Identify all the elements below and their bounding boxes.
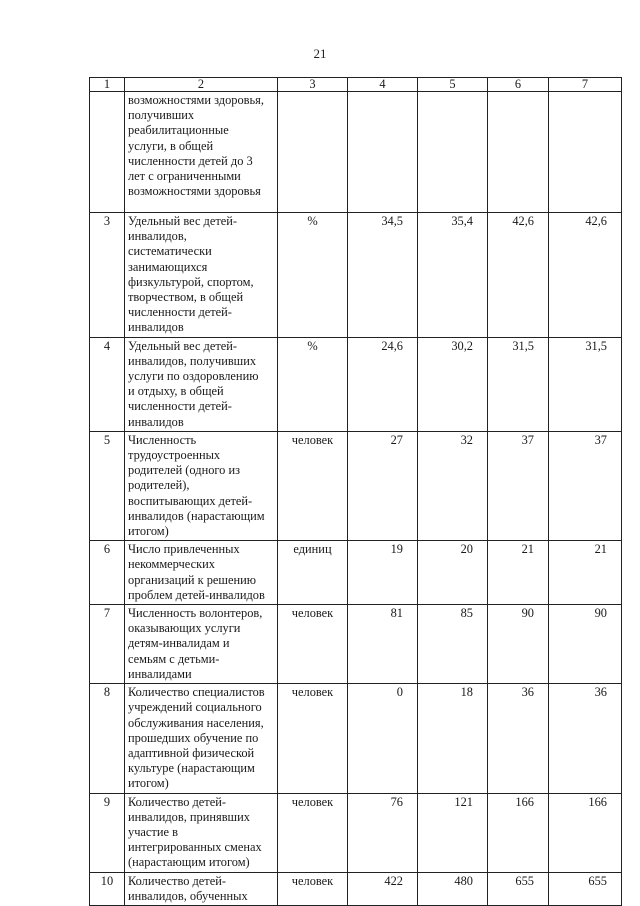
value-cell: 121	[418, 793, 488, 872]
value-cell: 18	[418, 684, 488, 793]
value-cell: 422	[348, 872, 418, 905]
unit-cell: человек	[278, 872, 348, 905]
row-number: 3	[90, 213, 125, 338]
table-row	[90, 541, 622, 605]
indicator-name: Удельный вес детей- инвалидов, получивших услуги по оздоровлению и отдыху, в общей численности детей- инвалидов	[125, 337, 278, 431]
column-header: 5	[418, 78, 488, 92]
value-cell	[348, 92, 418, 213]
value-cell: 37	[488, 431, 549, 540]
value-cell: 655	[549, 872, 622, 905]
value-cell: 35,4	[418, 213, 488, 338]
table-row	[90, 605, 622, 684]
column-header: 7	[549, 78, 622, 92]
value-cell: 30,2	[418, 337, 488, 431]
unit-cell: человек	[278, 793, 348, 872]
column-header: 2	[125, 78, 278, 92]
table-row	[90, 793, 622, 872]
value-cell: 90	[549, 605, 622, 684]
value-cell	[549, 92, 622, 213]
indicator-name: Количество специалистов учреждений социального обслуживания населения, прошедших обучение по адаптивной физической культуре (нарастающим итогом)	[125, 684, 278, 793]
value-cell: 81	[348, 605, 418, 684]
value-cell: 37	[549, 431, 622, 540]
table-row	[90, 213, 622, 338]
indicators-table	[89, 77, 622, 906]
unit-cell: единиц	[278, 541, 348, 605]
value-cell: 19	[348, 541, 418, 605]
value-cell: 42,6	[488, 213, 549, 338]
unit-cell: человек	[278, 684, 348, 793]
value-cell	[418, 92, 488, 213]
row-number: 5	[90, 431, 125, 540]
page-number: 21	[313, 46, 327, 61]
value-cell: 36	[549, 684, 622, 793]
value-cell: 655	[488, 872, 549, 905]
row-number: 8	[90, 684, 125, 793]
value-cell: 0	[348, 684, 418, 793]
value-cell: 21	[488, 541, 549, 605]
row-number: 9	[90, 793, 125, 872]
indicator-name: Число привлеченных некоммерческих организаций к решению проблем детей-инвалидов	[125, 541, 278, 605]
table-row	[90, 872, 622, 905]
table-row	[90, 431, 622, 540]
value-cell: 32	[418, 431, 488, 540]
row-number: 6	[90, 541, 125, 605]
table-header-row	[90, 78, 622, 92]
value-cell: 31,5	[488, 337, 549, 431]
indicator-name: Численность трудоустроенных родителей (одного из родителей), воспитывающих детей- инвалидов (нарастающим итогом)	[125, 431, 278, 540]
value-cell: 42,6	[549, 213, 622, 338]
unit-cell: человек	[278, 431, 348, 540]
value-cell: 166	[488, 793, 549, 872]
unit-cell	[278, 92, 348, 213]
value-cell: 166	[549, 793, 622, 872]
value-cell: 34,5	[348, 213, 418, 338]
unit-cell: %	[278, 337, 348, 431]
row-number: 7	[90, 605, 125, 684]
value-cell: 90	[488, 605, 549, 684]
value-cell: 21	[549, 541, 622, 605]
indicator-name: Удельный вес детей- инвалидов, систематически занимающихся физкультурой, спортом, творчеством, в общей численности детей- инвалидов	[125, 213, 278, 338]
value-cell: 31,5	[549, 337, 622, 431]
column-header: 3	[278, 78, 348, 92]
column-header: 1	[90, 78, 125, 92]
row-number: 4	[90, 337, 125, 431]
value-cell: 85	[418, 605, 488, 684]
table-row	[90, 337, 622, 431]
value-cell: 24,6	[348, 337, 418, 431]
column-header: 4	[348, 78, 418, 92]
table-row	[90, 684, 622, 793]
row-number: 10	[90, 872, 125, 905]
row-number	[90, 92, 125, 213]
unit-cell: %	[278, 213, 348, 338]
value-cell	[488, 92, 549, 213]
unit-cell: человек	[278, 605, 348, 684]
indicator-name: Численность волонтеров, оказывающих услуги детям-инвалидам и семьям с детьми- инвалидами	[125, 605, 278, 684]
value-cell: 20	[418, 541, 488, 605]
value-cell: 480	[418, 872, 488, 905]
indicator-name: Количество детей- инвалидов, обученных	[125, 872, 278, 905]
indicator-name: возможностями здоровья, получивших реабилитационные услуги, в общей численности детей до 3 лет с ограниченными возможностями здоровья	[125, 92, 278, 213]
value-cell: 76	[348, 793, 418, 872]
column-header: 6	[488, 78, 549, 92]
value-cell: 36	[488, 684, 549, 793]
value-cell: 27	[348, 431, 418, 540]
table-row	[90, 92, 622, 213]
indicator-name: Количество детей- инвалидов, принявших участие в интегрированных сменах (нарастающим итогом)	[125, 793, 278, 872]
